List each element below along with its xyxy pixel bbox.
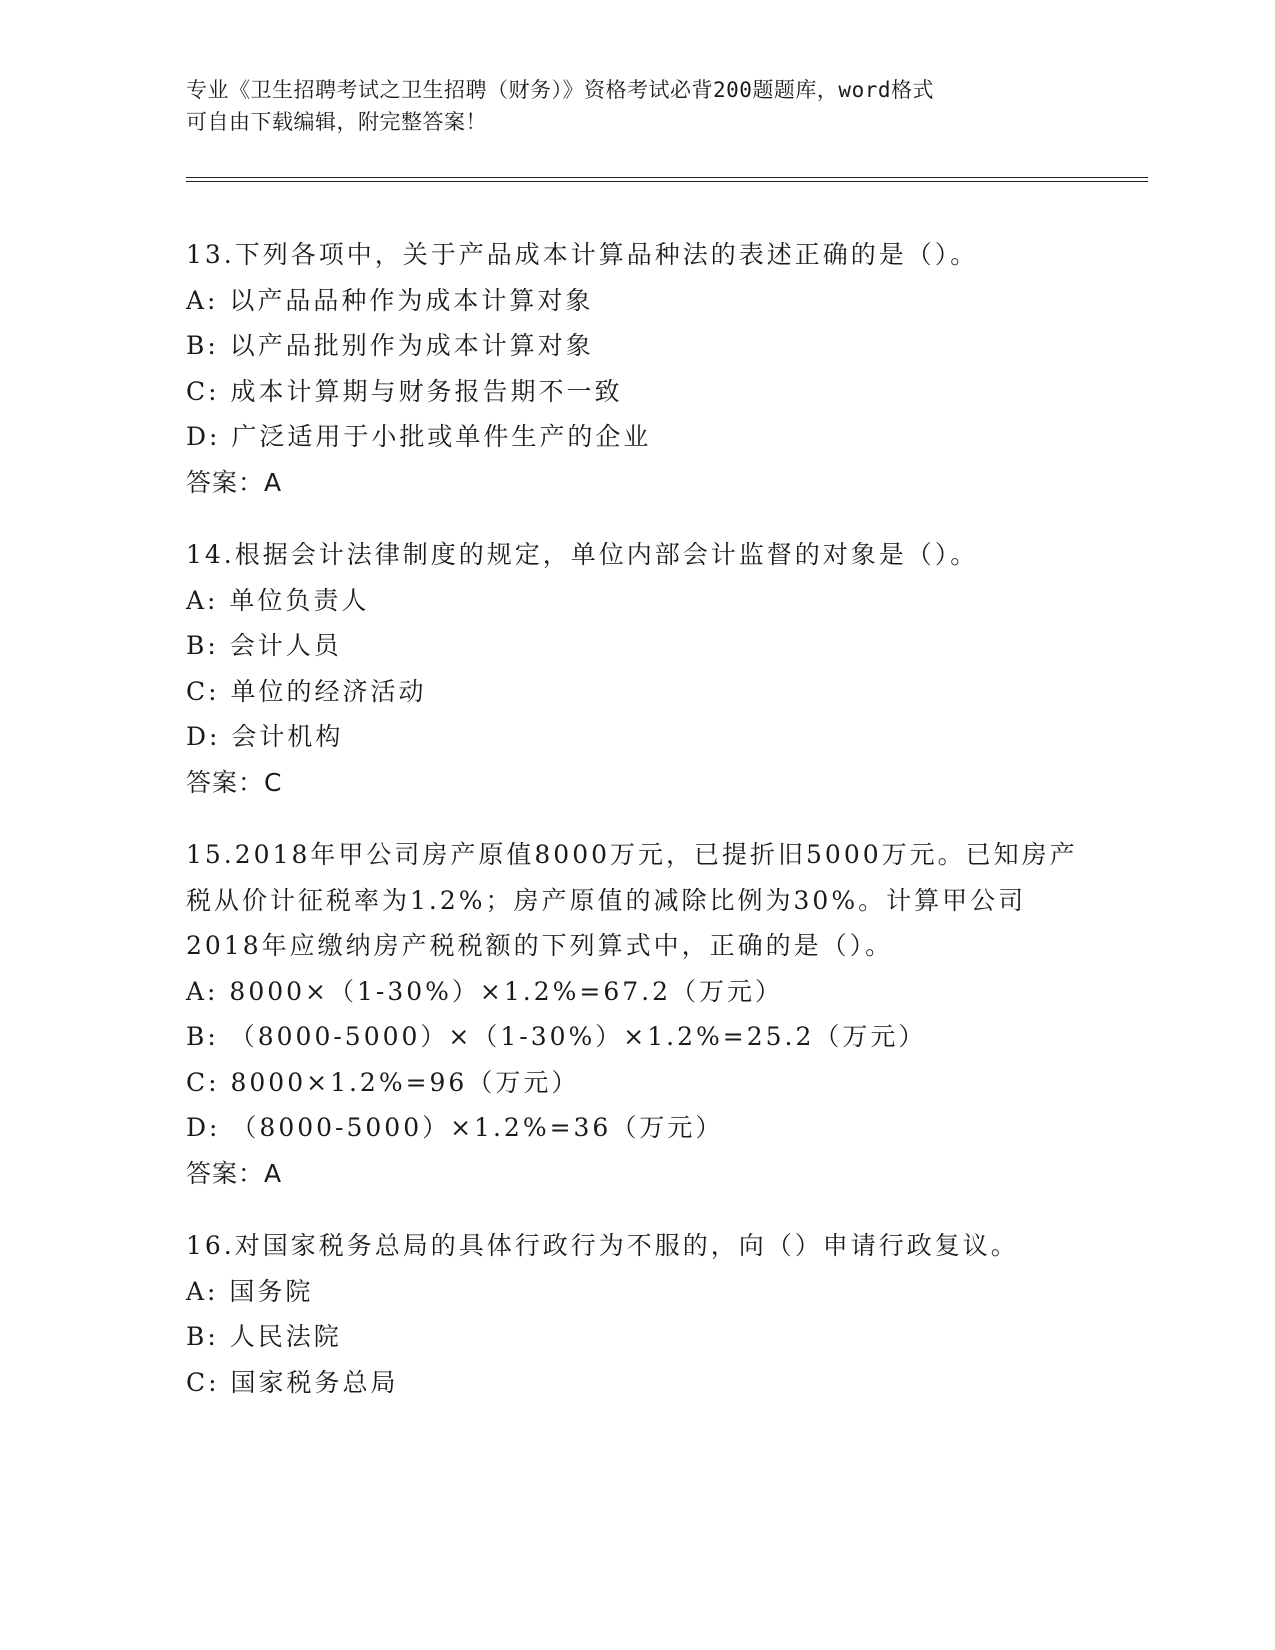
- question-stem-line-2: 税从价计征税率为1.2%；房产原值的减除比例为30%。计算甲公司: [186, 885, 1027, 915]
- option-b: B: 人民法院: [186, 1322, 342, 1351]
- document-header: [186, 74, 1086, 138]
- option-d: D: 会计机构: [186, 722, 344, 751]
- header-divider-bottom: [186, 181, 1148, 182]
- question-13: [186, 232, 1086, 505]
- header-divider-top: [186, 177, 1148, 178]
- header-line-1: 专业《卫生招聘考试之卫生招聘（财务）》资格考试必背200题题库，word格式: [186, 78, 934, 102]
- option-c: C: 国家税务总局: [186, 1367, 399, 1397]
- option-c: C: 8000×1.2%=96（万元）: [186, 1067, 580, 1097]
- option-b: B: 会计人员: [186, 631, 342, 660]
- option-b: B: 以产品批别作为成本计算对象: [186, 331, 594, 360]
- question-list: [186, 232, 1086, 1405]
- question-16: [186, 1223, 1086, 1405]
- question-14: [186, 532, 1086, 805]
- question-15: [186, 832, 1086, 1196]
- answer: 答案：A: [186, 467, 283, 497]
- option-b: B: （8000-5000）×（1-30%）×1.2%=25.2（万元）: [186, 1022, 927, 1051]
- header-line-2: 可自由下载编辑，附完整答案！: [186, 110, 487, 134]
- question-stem: 13.下列各项中，关于产品成本计算品种法的表述正确的是（）。: [186, 240, 979, 269]
- answer: 答案：A: [186, 1158, 283, 1188]
- question-stem: 14.根据会计法律制度的规定，单位内部会计监督的对象是（）。: [186, 540, 979, 569]
- question-stem: 16.对国家税务总局的具体行政行为不服的，向（）申请行政复议。: [186, 1231, 1019, 1260]
- option-d: D: （8000-5000）×1.2%=36（万元）: [186, 1113, 724, 1142]
- option-a: A: 单位负责人: [186, 585, 370, 615]
- option-d: D: 广泛适用于小批或单件生产的企业: [186, 422, 652, 451]
- option-a: A: 国务院: [186, 1276, 314, 1306]
- question-stem-line-1: 15.2018年甲公司房产原值8000万元，已提折旧5000万元。已知房产: [186, 840, 1078, 869]
- option-c: C: 单位的经济活动: [186, 676, 427, 706]
- option-a: A: 以产品品种作为成本计算对象: [186, 285, 594, 315]
- option-a: A: 8000×（1-30%）×1.2%=67.2（万元）: [186, 976, 783, 1006]
- question-stem-line-3: 2018年应缴纳房产税税额的下列算式中，正确的是（）。: [186, 931, 894, 960]
- answer: 答案：C: [186, 767, 283, 797]
- option-c: C: 成本计算期与财务报告期不一致: [186, 376, 623, 406]
